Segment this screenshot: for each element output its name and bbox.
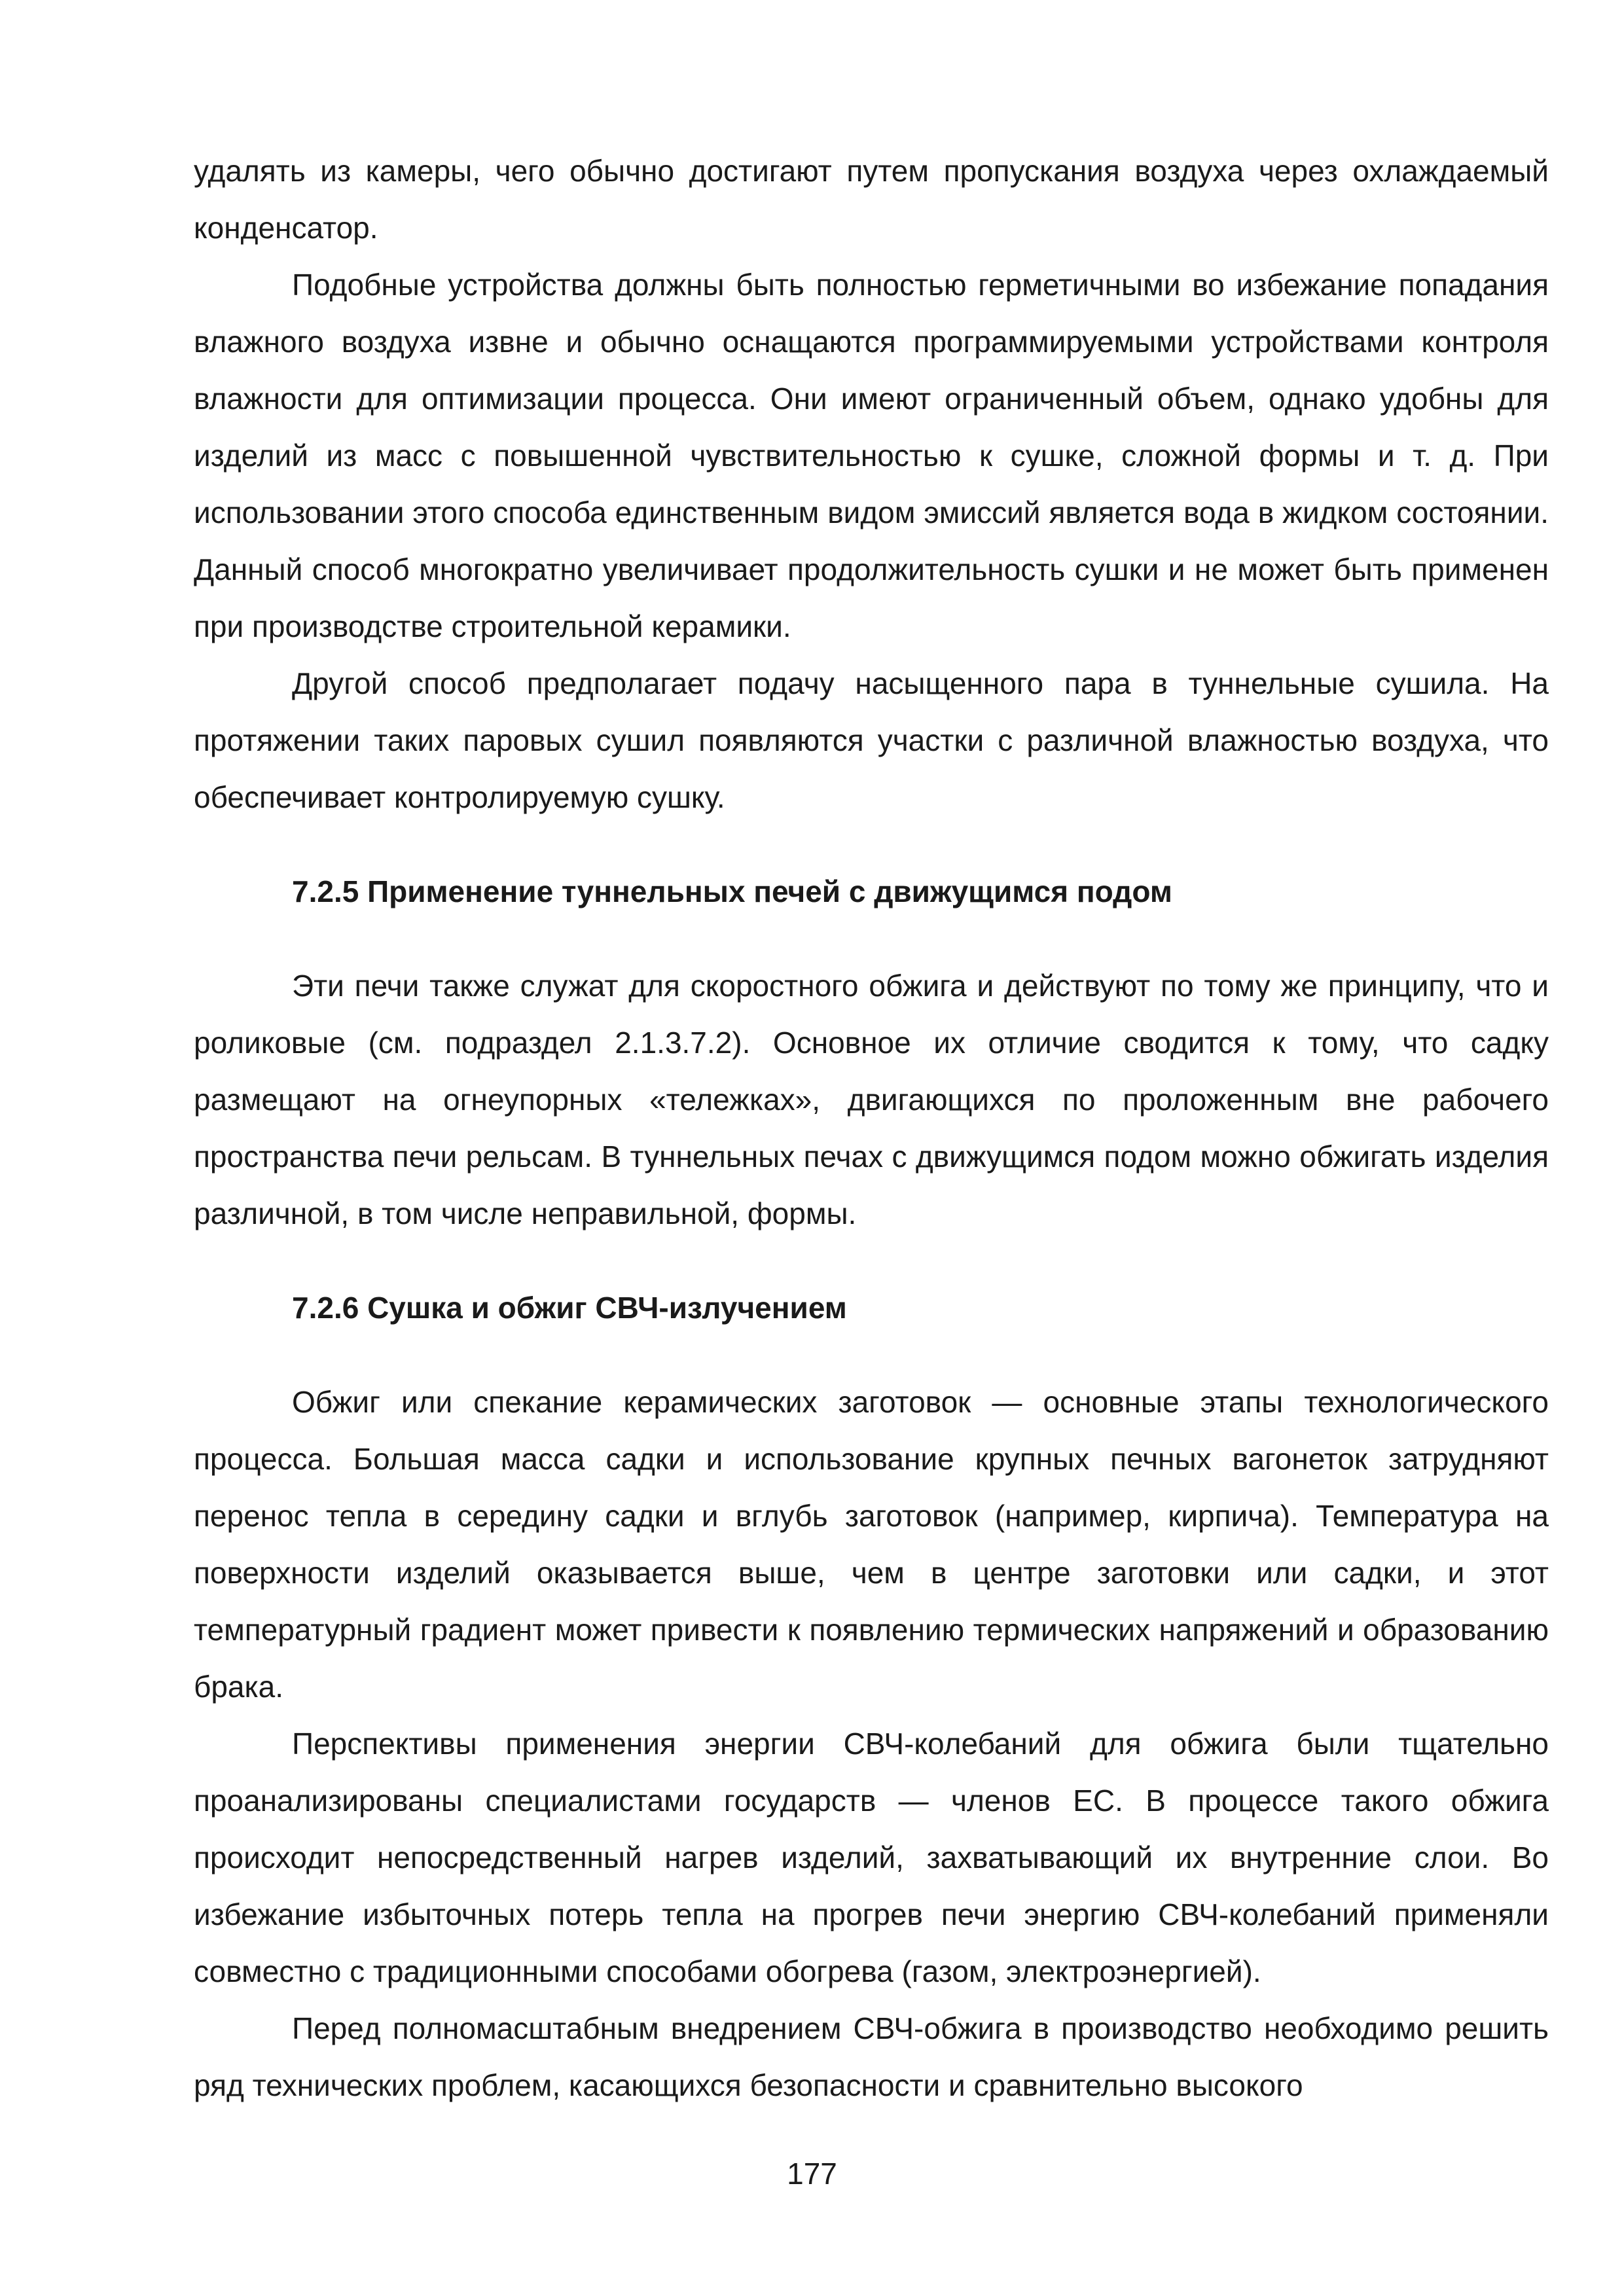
paragraph-microwave-implementation: Перед полномасштабным внедрением СВЧ-обжига в производство необходимо решить ряд технических проблем, касающихся безопасности и сравнительно высокого (194, 2011, 1549, 2102)
paragraph-firing-sintering: Обжиг или спекание керамических заготовок — основные этапы технологического процесса. Большая масса садки и использование крупных печных вагонеток затрудняют перенос тепла в середину садки и вглубь заготовок (например, кирпича). Температура на поверхности изделий оказывается выше, чем в центре заготовки или садки, и этот температурный градиент может привести к появлению термических напряжений и образованию брака. (194, 1385, 1549, 1704)
spacer (194, 1242, 1549, 1280)
page-number: 177 (787, 2157, 837, 2191)
document-page (194, 143, 1549, 2114)
paragraph-steam-drying: Другой способ предполагает подачу насыщенного пара в туннельные сушила. На протяжении таких паровых сушил появляются участки с различной влажностью воздуха, что обеспечивает контролируемую сушку. (194, 666, 1549, 814)
spacer (194, 1336, 1549, 1374)
section-heading-7-2-6: 7.2.6 Сушка и обжиг СВЧ-излучением (292, 1291, 847, 1325)
paragraph-continuation: удалять из камеры, чего обычно достигают путем пропускания воздуха через охлаждаемый конденсатор. (194, 154, 1549, 245)
spacer (194, 826, 1549, 863)
paragraph-moving-hearth-kilns: Эти печи также служат для скоростного обжига и действуют по тому же принципу, что и роликовые (см. подраздел 2.1.3.7.2). Основное их отличие сводится к тому, что садку размещают на огнеупорных «тележках», двигающихся по проложенным вне рабочего пространства печи рельсам. В туннельных печах с движущимся подом можно обжигать изделия различной, в том числе неправильной, формы. (194, 969, 1549, 1230)
paragraph-microwave-prospects: Перспективы применения энергии СВЧ-колебаний для обжига были тщательно проанализированы специалистами государств — членов ЕС. В процессе такого обжига происходит непосредственный нагрев изделий, захватывающий их внутренние слои. Во избежание избыточных потерь тепла на прогрев печи энергию СВЧ-колебаний применяли совместно с традиционными способами обогрева (газом, электроэнергией). (194, 1727, 1549, 1988)
section-heading-7-2-5: 7.2.5 Применение туннельных печей с движущимся подом (292, 874, 1172, 908)
spacer (194, 920, 1549, 958)
paragraph-sealed-chambers: Подобные устройства должны быть полностью герметичными во избежание попадания влажного воздуха извне и обычно оснащаются программируемыми устройствами контроля влажности для оптимизации процесса. Они имеют ограниченный объем, однако удобны для изделий из масс с повышенной чувствительностью к сушке, сложной формы и т. д. При использовании этого способа единственным видом эмиссий является вода в жидком состоянии. Данный способ многократно увеличивает продолжительность сушки и не может быть применен при производстве строительной керамики. (194, 268, 1549, 643)
